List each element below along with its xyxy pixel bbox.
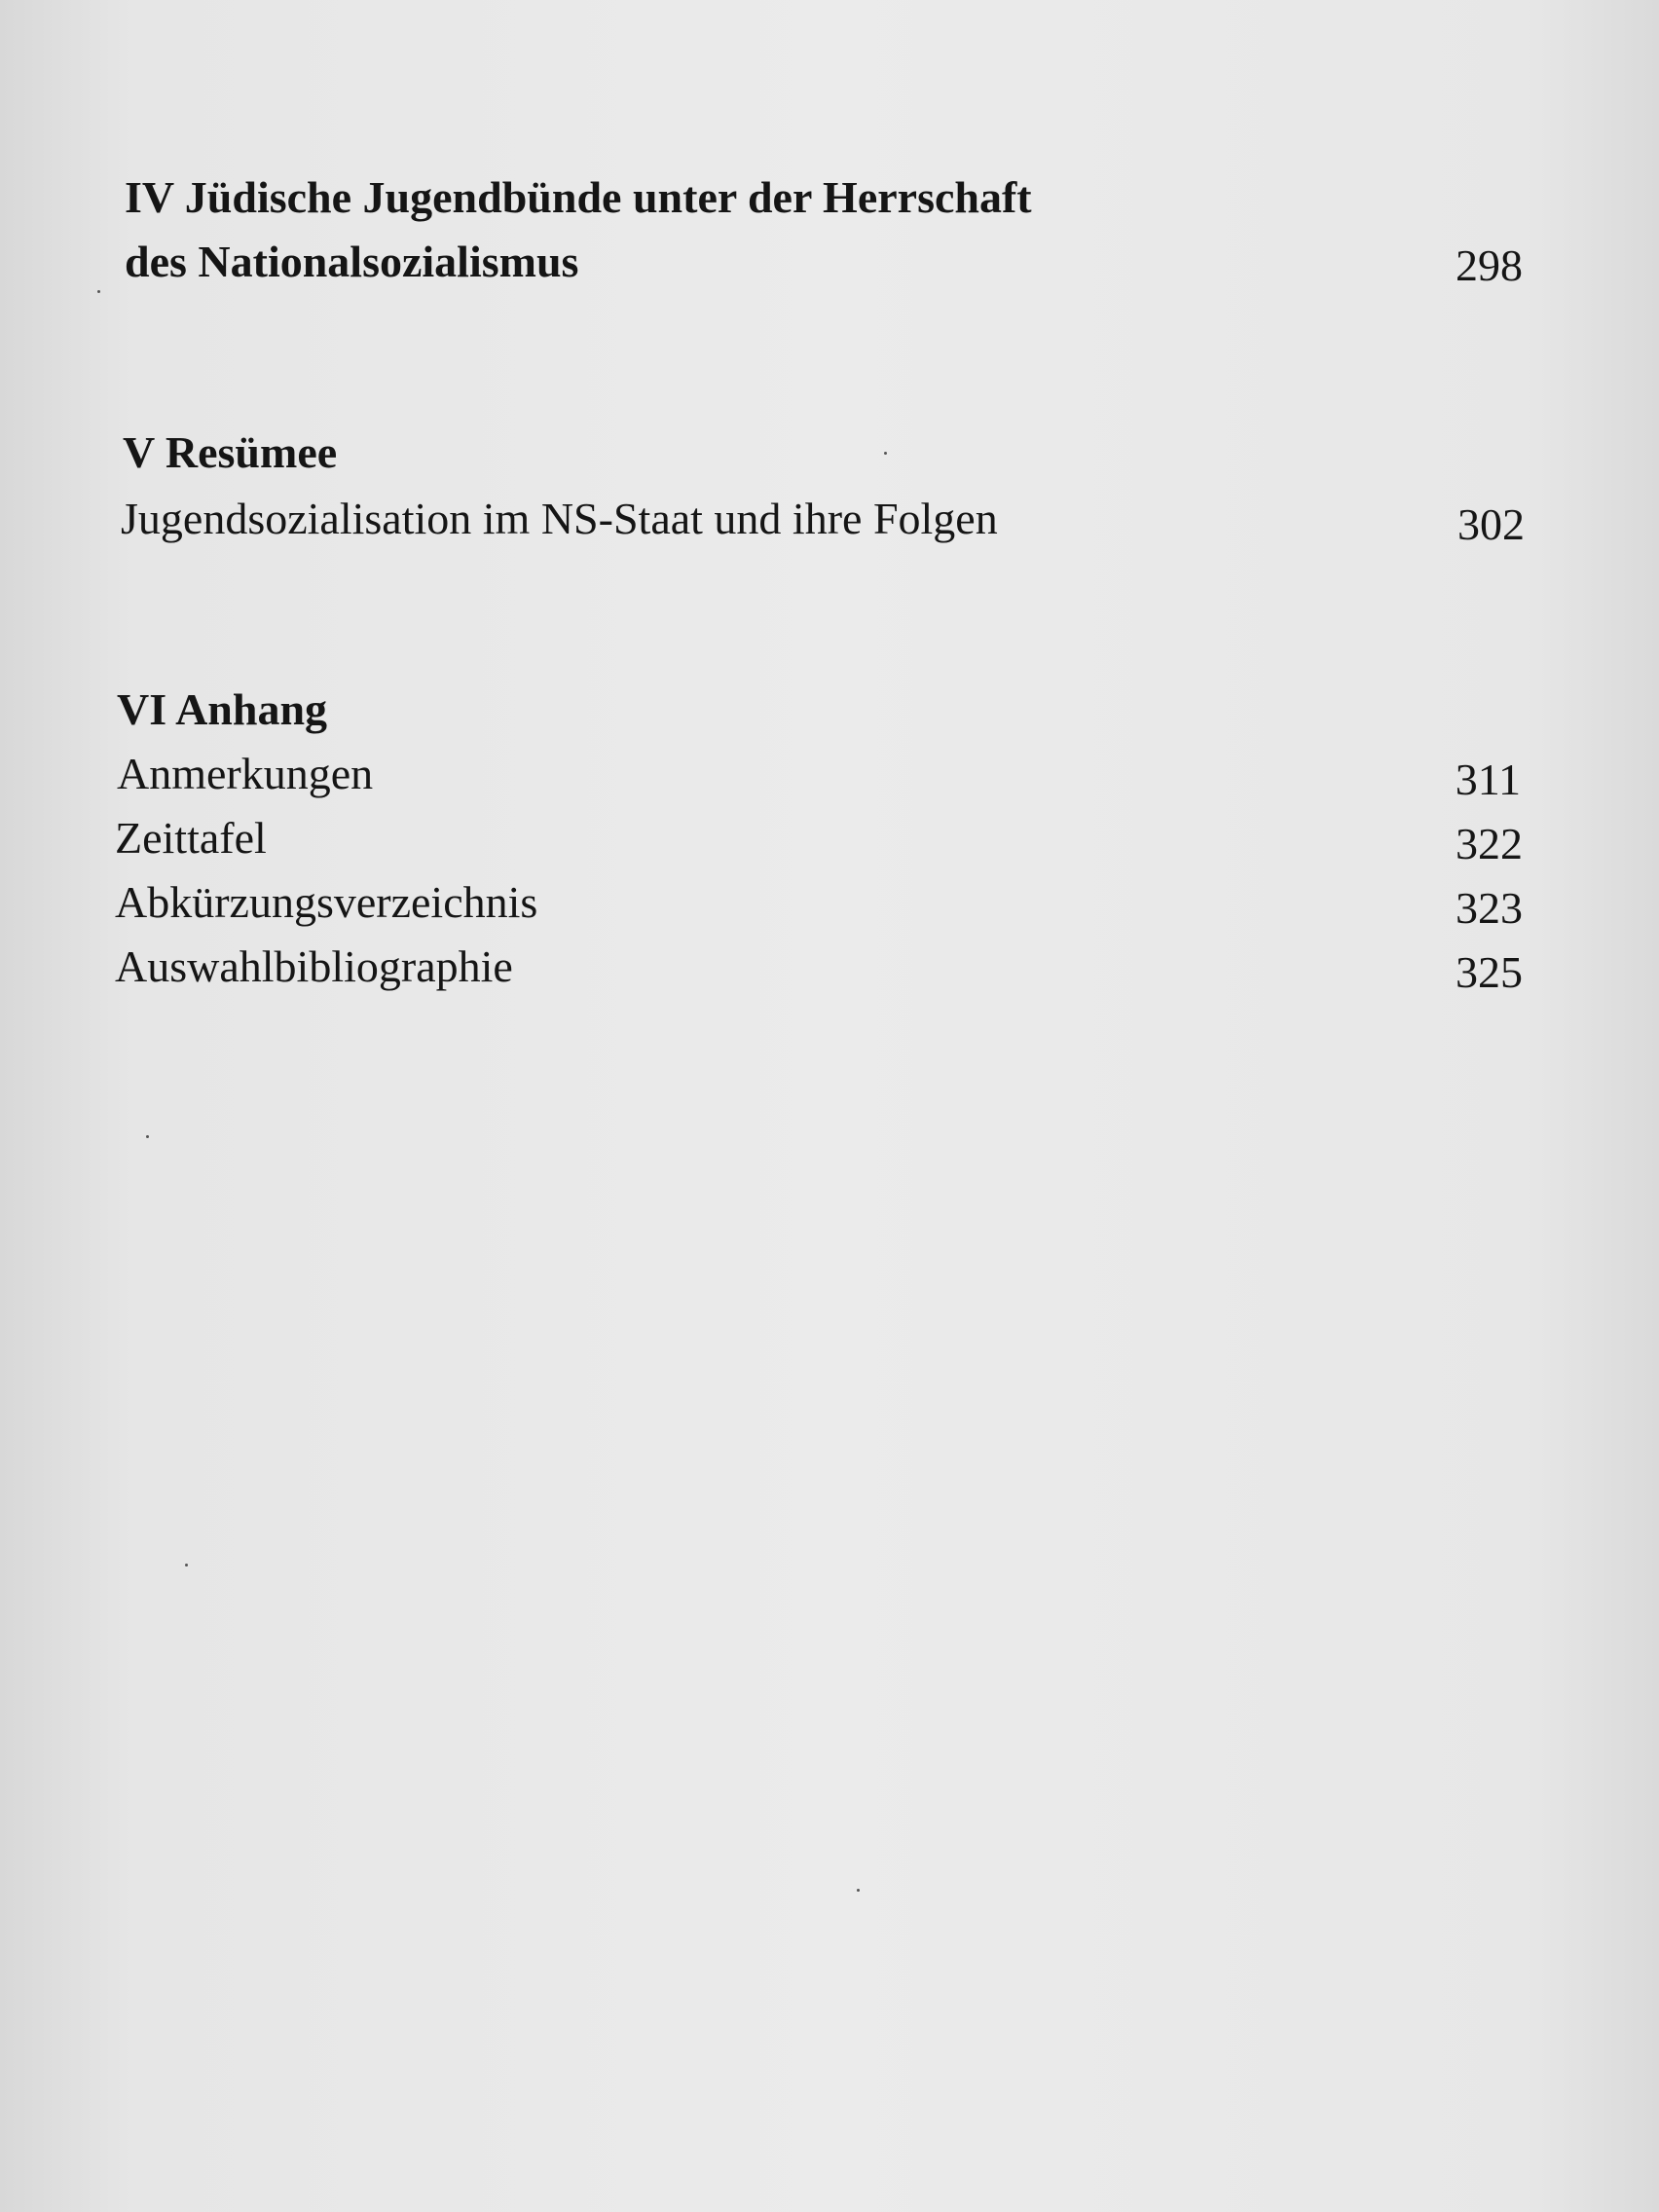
toc-entry-page: 323 — [1456, 883, 1523, 933]
toc-entry — [0, 806, 1659, 870]
toc-entry-title: Auswahlbibliographie — [115, 941, 513, 991]
toc-entry — [0, 935, 1659, 999]
paper-speck — [185, 1564, 188, 1567]
toc-entry-title: Anmerkungen — [117, 749, 374, 798]
paper-speck — [857, 1889, 860, 1892]
toc-entry-page: 325 — [1456, 947, 1523, 997]
toc-entry-title: Jugendsozialisation im NS-Staat und ihre Folgen — [121, 494, 998, 543]
toc-entry — [0, 870, 1659, 935]
toc-entry-page: 322 — [1456, 819, 1523, 868]
section-iv-heading-line1: IV Jüdische Jugendbünde unter der Herrschaft — [125, 172, 1032, 222]
toc-entry — [0, 742, 1659, 806]
paper-speck — [884, 452, 887, 455]
paper-speck — [146, 1135, 149, 1138]
toc-entry-page: 302 — [1457, 499, 1525, 549]
toc-entry-title: Zeittafel — [115, 813, 267, 863]
toc-entry-page: 311 — [1455, 755, 1521, 804]
section-v-heading: V Resümee — [123, 427, 338, 477]
toc-entry-title: Abkürzungsverzeichnis — [115, 877, 538, 927]
paper-speck — [97, 290, 100, 293]
section-vi-heading: VI Anhang — [117, 684, 328, 734]
toc-entry — [0, 487, 1659, 551]
section-iv-page-number: 298 — [1456, 240, 1523, 290]
section-iv-heading-line2: des Nationalsozialismus — [125, 237, 579, 286]
